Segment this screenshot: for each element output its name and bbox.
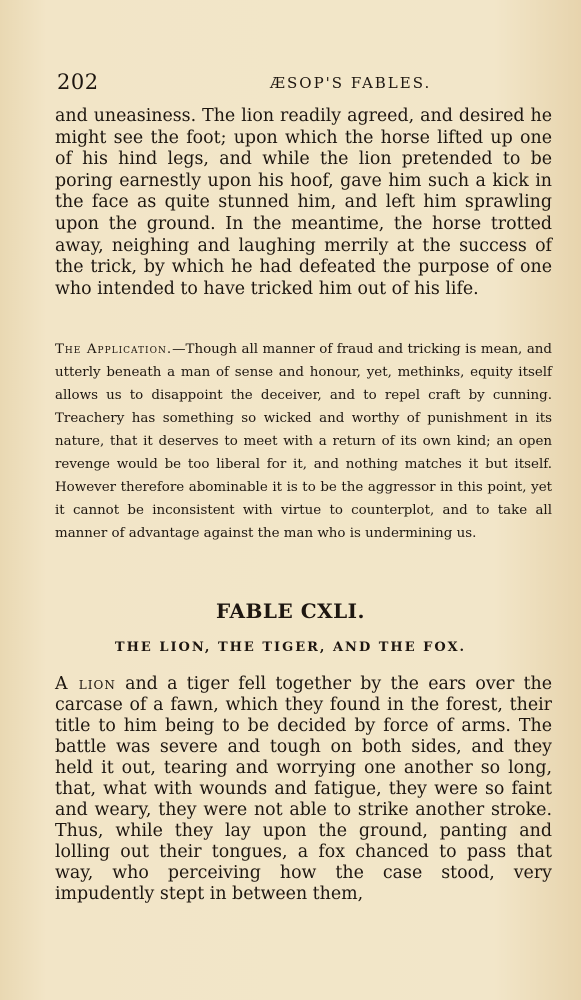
story-conclusion-paragraph: and uneasiness. The lion readily agreed, and desired he might see the foot; upon which the horse lifted up one of his hind legs, and while the lion pretended to be poring earnestly upon his hoof, gave him such a kick in the face as quite stunned him, and left him sprawling upon the ground. In the meantime, the horse trotted away, neighing and laughing merrily at the success of the trick, by which he had defeated the purpose of one who intended to have tricked him out of his life.: [55, 106, 552, 299]
application-paragraph: [55, 338, 552, 545]
page-header: [57, 70, 537, 96]
fable-lead-word: A lion: [55, 674, 116, 694]
fable-title: THE LION, THE TIGER, AND THE FOX.: [114, 640, 467, 655]
application-label: The Application.: [55, 342, 173, 357]
fable-number-heading: FABLE CXLI.: [215, 599, 366, 623]
page-number: 202: [57, 70, 99, 94]
fable-body-text: and a tiger fell together by the ears over the carcase of a fawn, which they found in the forest, their title to him being to be decided by force of arms. The battle was severe and tough on both sides, and they held it out, tearing and worrying one another so long, that, what with wounds and fatigue, they were so faint and weary, they were not able to strike another stroke. Thus, while they lay upon the ground, panting and lolling out their tongues, a fox chanced to pass that way, who perceiving how the case stood, very impudently stept in between them,: [55, 674, 552, 904]
fable-body-paragraph: [55, 674, 552, 905]
running-title: ÆSOP'S FABLES.: [270, 74, 432, 92]
application-text: —Though all manner of fraud and tricking is mean, and utterly beneath a man of sense and honour, yet, methinks, equity itself allows us to disappoint the deceiver, and to repel craft by cunning. Treachery has something so wicked and worthy of punishment in its nature, that it deserves to meet with a return of its own kind; an open revenge would be too liberal for it, and nothing matches it but itself. However therefore abominable it is to be the aggressor in this point, yet it cannot be inconsistent with virtue to counterplot, and to take all manner of advantage against the man who is undermining us.: [55, 342, 552, 541]
